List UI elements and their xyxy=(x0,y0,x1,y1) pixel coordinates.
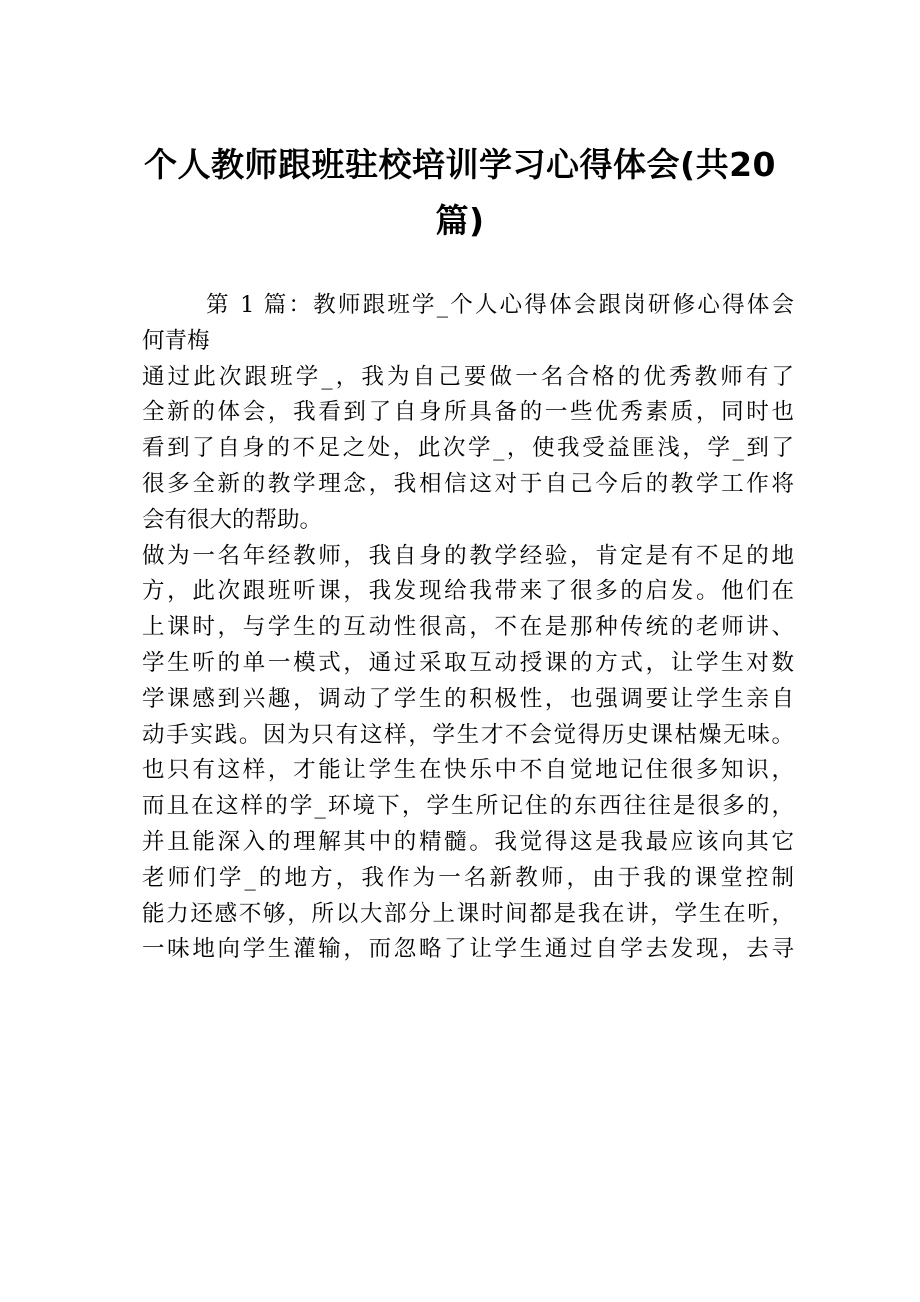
document-title-line-1: 个人教师跟班驻校培训学习心得体会(共20 xyxy=(143,145,776,184)
paragraph-line: 学课感到兴趣，调动了学生的积极性，也强调要让学生亲自 xyxy=(142,685,794,712)
paragraph-1 xyxy=(142,360,794,539)
document-title-line-2: 篇) xyxy=(435,201,485,240)
paragraph-line: 并且能深入的理解其中的精髓。我觉得这是我最应该向其它 xyxy=(142,828,794,855)
paragraph-line: 方，此次跟班听课，我发现给我带来了很多的启发。他们在 xyxy=(142,578,794,605)
paragraph-line: 做为一名年经教师，我自身的教学经验，肯定是有不足的地 xyxy=(142,542,794,569)
paragraph-line: 看到了自身的不足之处，此次学_，使我受益匪浅，学_到了 xyxy=(142,435,794,462)
paragraph-line: 很多全新的教学理念，我相信这对于自己今后的教学工作将 xyxy=(142,470,794,497)
paragraph-line: 全新的体会，我看到了自身所具备的一些优秀素质，同时也 xyxy=(142,399,794,426)
paragraph-line: 学生听的单一模式，通过采取互动授课的方式，让学生对数 xyxy=(142,649,794,676)
paragraph-line: 会有很大的帮助。 xyxy=(142,506,323,533)
section-heading xyxy=(142,288,794,360)
paragraph-2 xyxy=(142,539,794,969)
section-heading-author: 何青梅 xyxy=(142,327,210,354)
document-body xyxy=(142,288,794,968)
paragraph-line: 动手实践。因为只有这样，学生才不会觉得历史课枯燥无味。 xyxy=(142,721,794,748)
paragraph-line: 而且在这样的学_环境下，学生所记住的东西往往是很多的， xyxy=(142,793,794,820)
document-title xyxy=(130,137,790,249)
paragraph-line: 上课时，与学生的互动性很高，不在是那种传统的老师讲、 xyxy=(142,614,794,641)
paragraph-line: 通过此次跟班学_，我为自己要做一名合格的优秀教师有了 xyxy=(142,363,794,390)
section-heading-line: 第 1 篇：教师跟班学_个人心得体会跟岗研修心得体会 xyxy=(206,292,794,318)
paragraph-line: 能力还感不够，所以大部分上课时间都是我在讲，学生在听， xyxy=(142,900,794,927)
paragraph-line: 也只有这样，才能让学生在快乐中不自觉地记住很多知识， xyxy=(142,757,794,784)
paragraph-line: 老师们学_的地方，我作为一名新教师，由于我的课堂控制 xyxy=(142,864,794,891)
paragraph-line: 一味地向学生灌输，而忽略了让学生通过自学去发现，去寻 xyxy=(142,936,794,963)
